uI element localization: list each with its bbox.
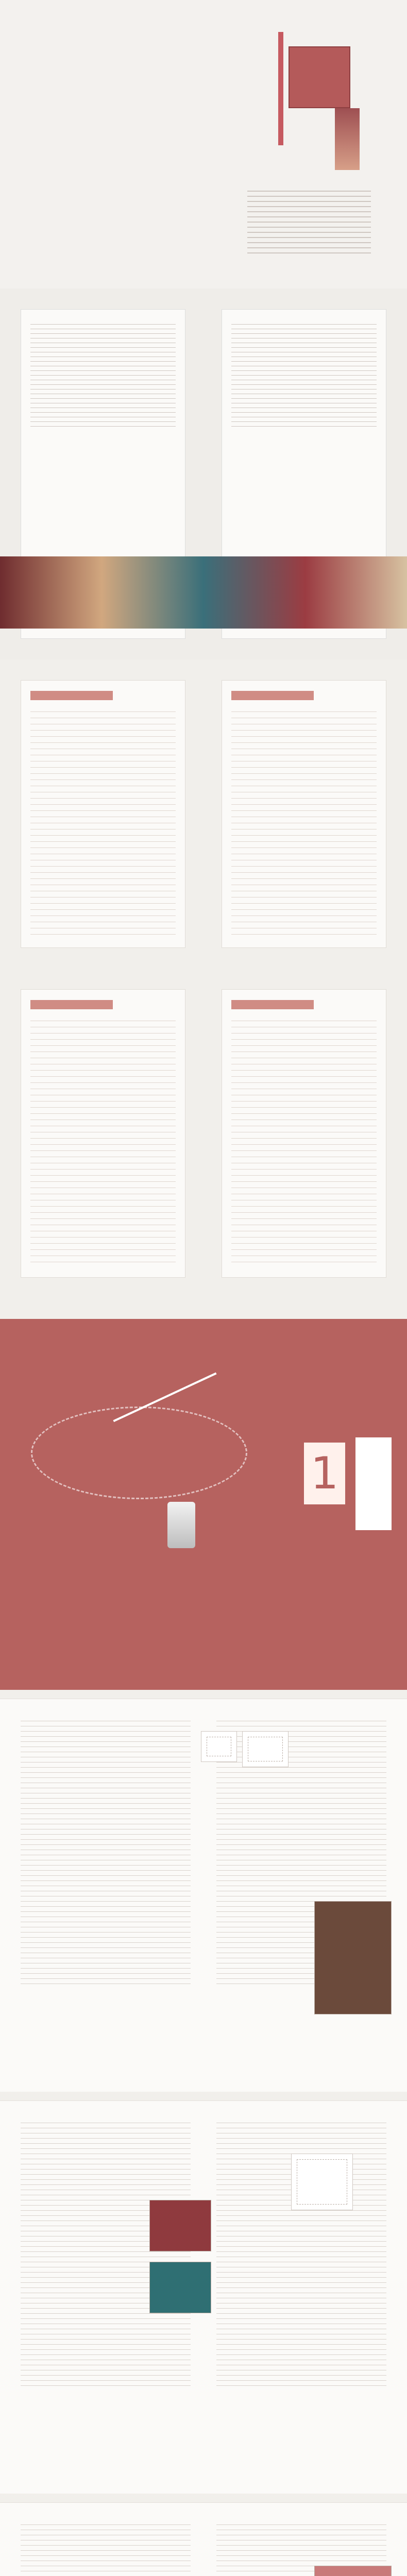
toc-block-3 (21, 989, 185, 1278)
spool-icon (167, 1502, 195, 1548)
diagram (242, 1731, 289, 1767)
intro-collage-image (0, 556, 407, 629)
left-text-block (21, 2524, 191, 2576)
chapter-title-card (355, 1437, 392, 1530)
intro-right-body-lines (231, 324, 377, 427)
intro-section (0, 289, 407, 659)
intro-left-body-lines (30, 324, 176, 427)
toc-block-1 (21, 680, 185, 948)
toc-lines (30, 1021, 176, 1267)
photo (314, 2566, 392, 2576)
spread-2 (0, 2092, 407, 2494)
photo (149, 2262, 211, 2313)
chapter-band (0, 1319, 407, 1690)
toc-accent (231, 691, 314, 700)
toc-section (0, 659, 407, 1319)
photo (149, 2200, 211, 2251)
toc-block-2 (222, 680, 386, 948)
cover-section (0, 0, 407, 289)
toc-accent (231, 1000, 314, 1009)
left-text-block (21, 2123, 191, 2391)
toc-lines (231, 711, 377, 937)
left-text-block (21, 1721, 191, 1989)
running-header (0, 2092, 407, 2101)
diagram (291, 2154, 353, 2210)
toc-accent (30, 1000, 113, 1009)
chapter-number: 1 (304, 1443, 345, 1504)
cover-text-block (247, 191, 371, 258)
toc-accent (30, 691, 113, 700)
thread-curve (31, 1406, 247, 1499)
diagram (201, 1731, 237, 1762)
toc-block-4 (222, 989, 386, 1278)
running-header (0, 2494, 407, 2503)
spread-1 (0, 1690, 407, 2092)
spread-3 (0, 2494, 407, 2576)
seal-stamp (289, 46, 350, 108)
ornament-image (335, 108, 360, 170)
running-header (0, 1690, 407, 1699)
photo (314, 1901, 392, 2014)
toc-lines (231, 1021, 377, 1267)
toc-lines (30, 711, 176, 937)
